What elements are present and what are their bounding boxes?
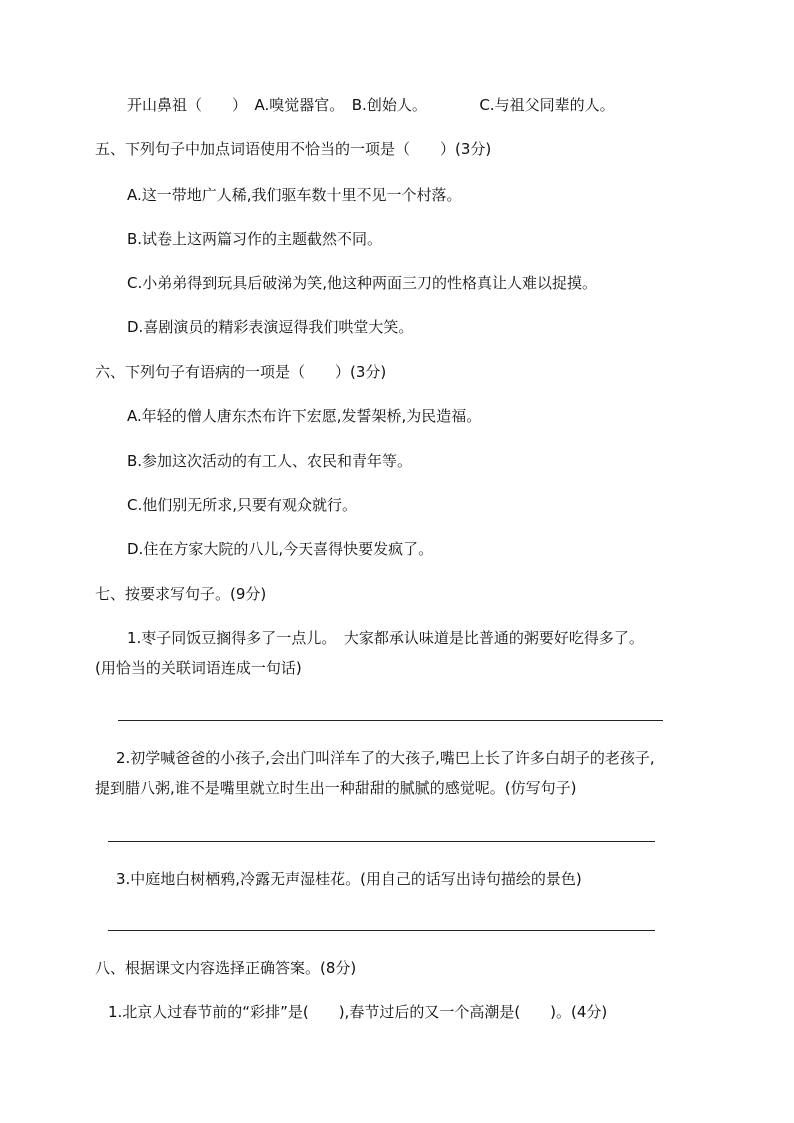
- vocab-item-kaishanbizu: 开山鼻祖（ ） A.嗅觉器官。 B.创始人。 C.与祖父同辈的人。: [127, 96, 615, 114]
- question-6-heading: 六、下列句子有语病的一项是（ ）(3分): [95, 363, 387, 381]
- q5-option-b: B.试卷上这两篇习作的主题截然不同。: [127, 230, 383, 248]
- question-7-heading: 七、按要求写句子。(9分): [95, 585, 267, 603]
- answer-line-1[interactable]: [118, 720, 663, 721]
- q5-option-a: A.这一带地广人稀,我们驱车数十里不见一个村落。: [127, 186, 462, 204]
- q7-item-2: 2.初学喊爸爸的小孩子,会出门叫洋车了的大孩子,嘴巴上长了许多白胡子的老孩子,: [116, 749, 655, 767]
- answer-line-3[interactable]: [108, 930, 655, 931]
- q5-option-c: C.小弟弟得到玩具后破涕为笑,他这种两面三刀的性格真让人难以捉摸。: [127, 274, 598, 292]
- q6-option-c: C.他们别无所求,只要有观众就行。: [127, 496, 358, 514]
- q7-item-1-instruction: (用恰当的关联词语连成一句话): [95, 659, 302, 677]
- question-8-heading: 八、根据课文内容选择正确答案。(8分): [95, 959, 357, 977]
- q7-item-2-continued: 提到腊八粥,谁不是嘴里就立时生出一种甜甜的腻腻的感觉呢。(仿写句子): [95, 779, 577, 797]
- q6-option-a: A.年轻的僧人唐东杰布许下宏愿,发誓架桥,为民造福。: [127, 407, 482, 425]
- answer-line-2[interactable]: [108, 841, 655, 842]
- q8-item-1: 1.北京人过春节前的“彩排”是( ),春节过后的又一个高潮是( )。(4分): [108, 1003, 608, 1021]
- q6-option-d: D.住在方家大院的八儿,今天喜得快要发疯了。: [127, 540, 434, 558]
- q7-item-3: 3.中庭地白树栖鸦,冷露无声湿桂花。(用自己的话写出诗句描绘的景色): [116, 870, 582, 888]
- q6-option-b: B.参加这次活动的有工人、农民和青年等。: [127, 452, 413, 470]
- question-5-heading: 五、下列句子中加点词语使用不恰当的一项是（ ）(3分): [95, 140, 492, 158]
- q5-option-d: D.喜剧演员的精彩表演逗得我们哄堂大笑。: [127, 318, 414, 336]
- q7-item-1: 1.枣子同饭豆搁得多了一点儿。 大家都承认味道是比普通的粥要好吃得多了。: [127, 629, 644, 647]
